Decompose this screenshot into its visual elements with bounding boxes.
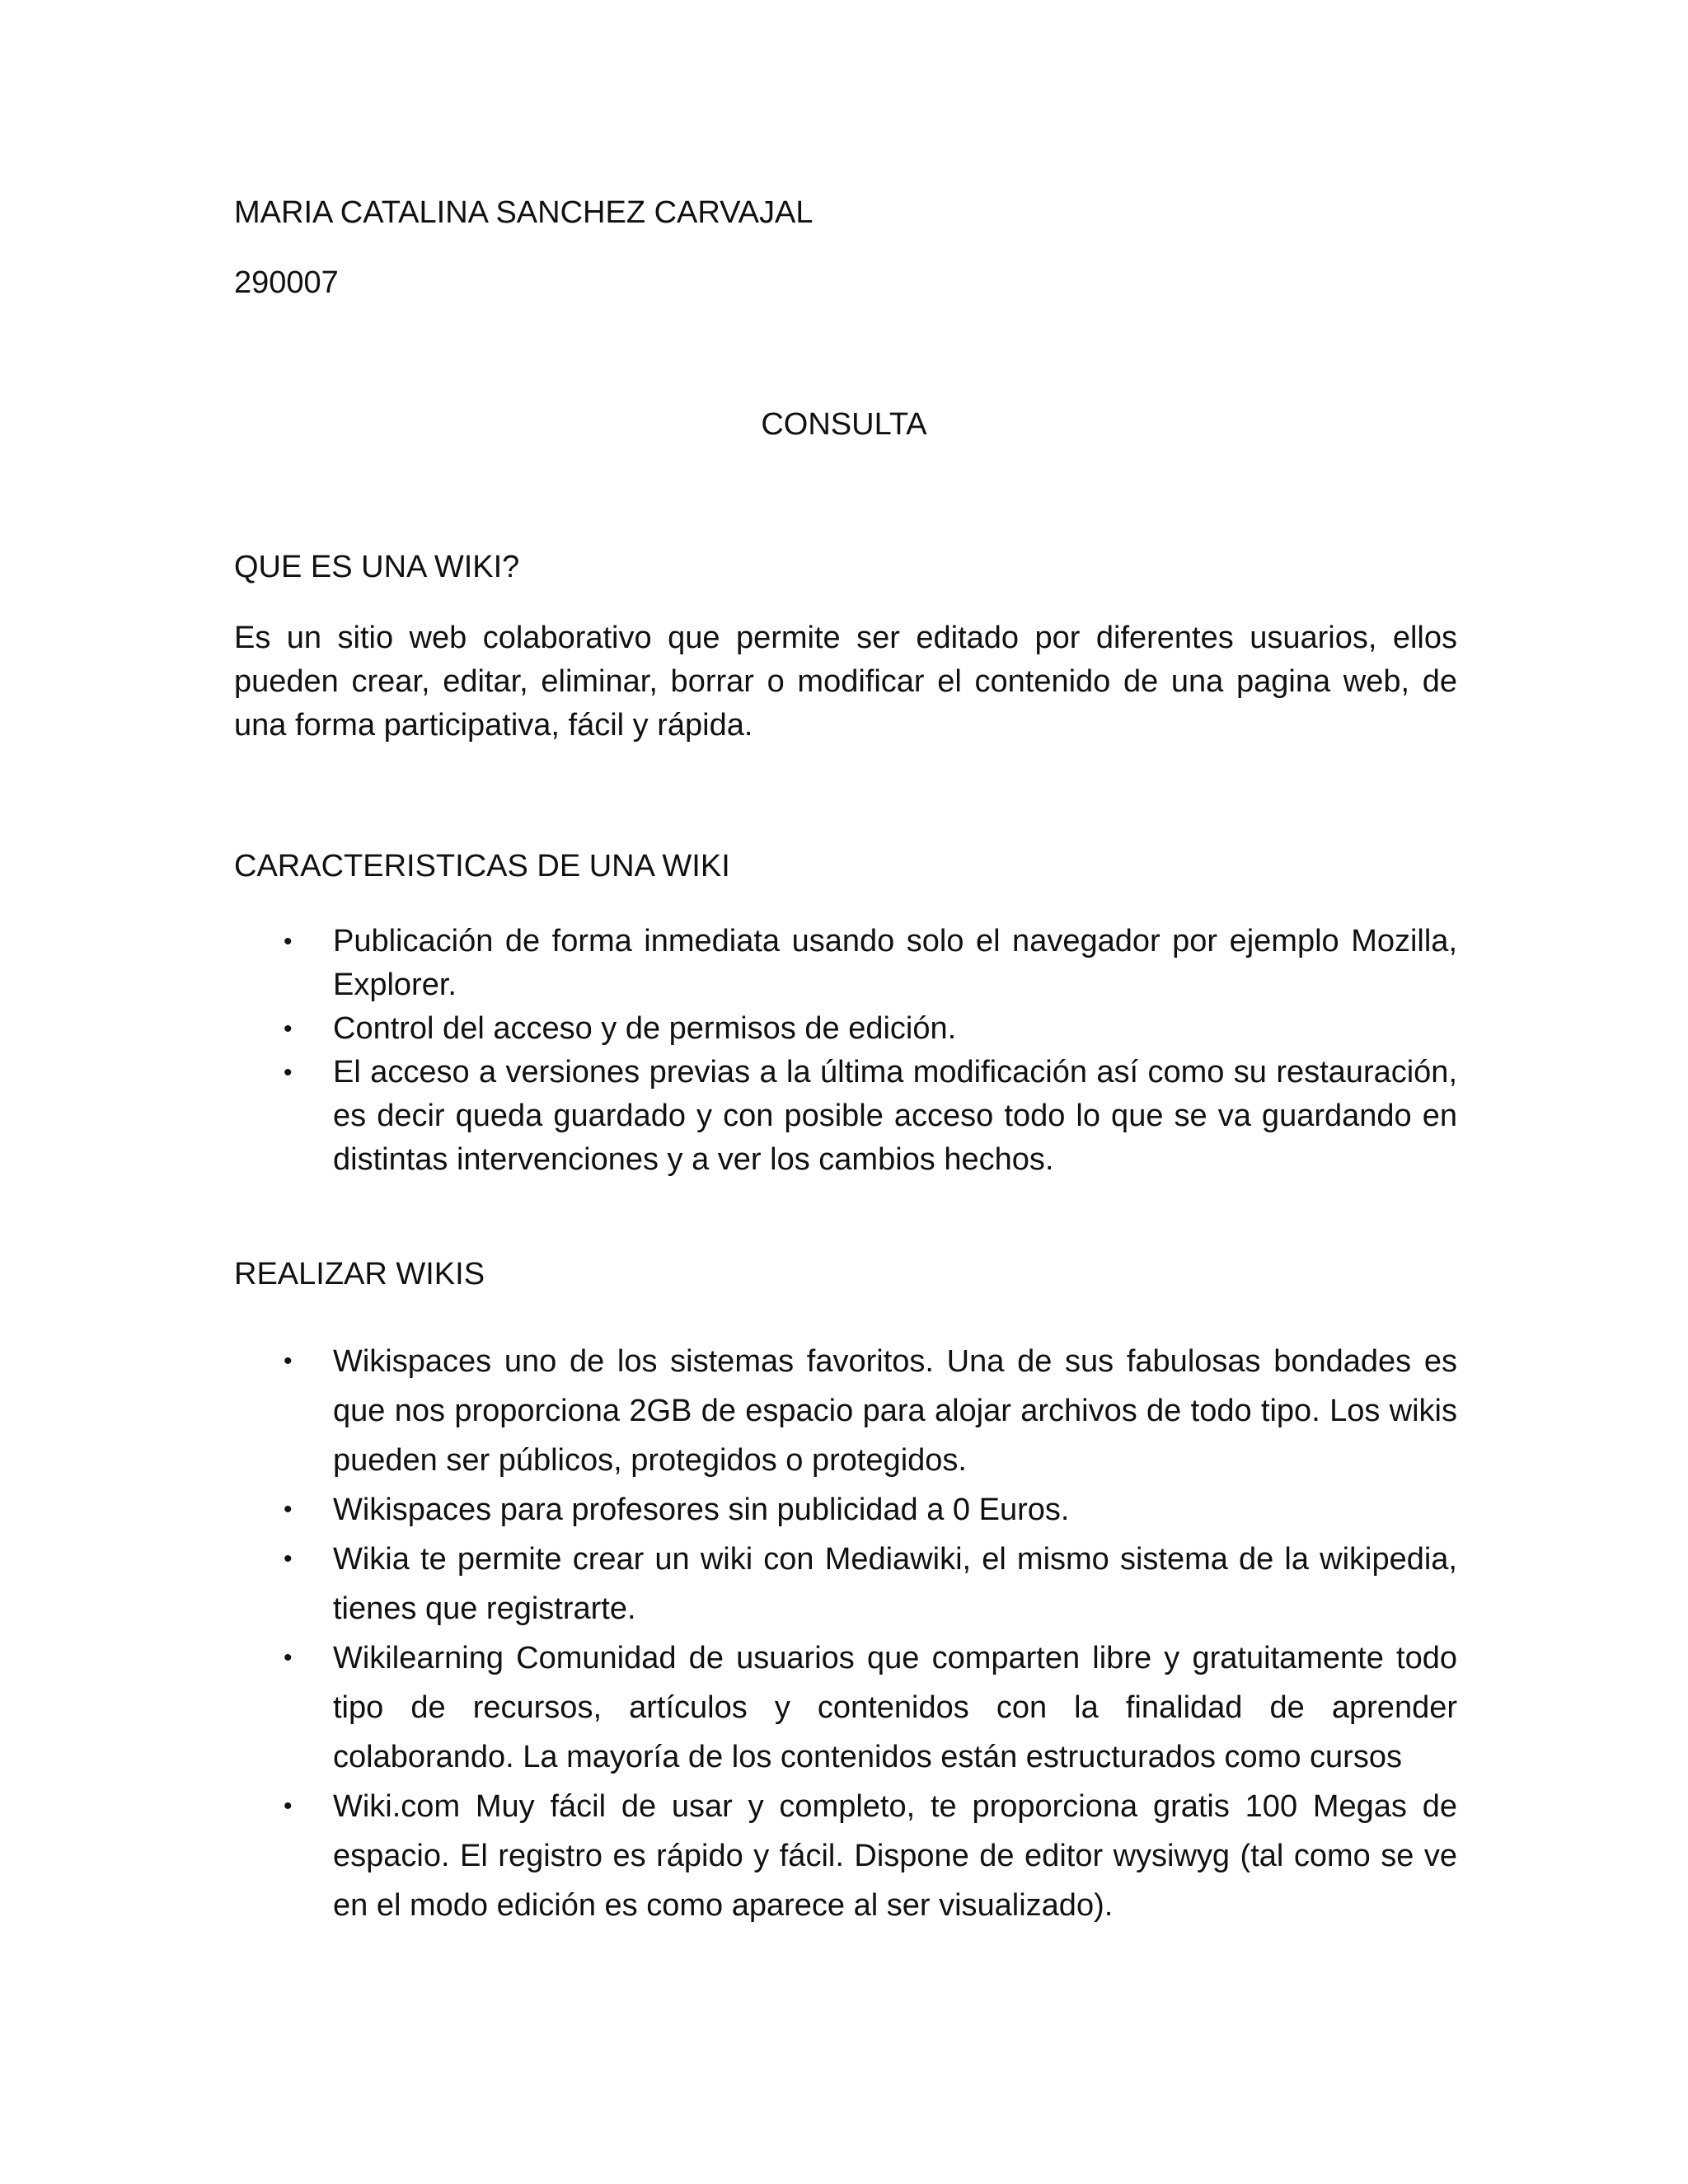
bullet-icon: • [284, 1059, 293, 1086]
section-heading-caracteristicas: CARACTERISTICAS DE UNA WIKI [234, 849, 730, 883]
list-item [234, 1633, 1457, 1782]
bullet-icon: • [284, 928, 293, 955]
bullet-icon: • [284, 1644, 293, 1671]
list-item-text: Wikispaces uno de los sistemas favoritos. Una de sus fabulosas bondades es que nos proporciona 2GB de espacio para alojar archivos de todo tipo. Los wikis pueden ser públicos, protegidos o protegidos. [333, 1344, 1457, 1478]
document-title: CONSULTA [761, 407, 927, 442]
list-item [234, 1051, 1457, 1182]
bullet-icon: • [284, 1347, 293, 1375]
section-heading-que-es-una-wiki: QUE ES UNA WIKI? [234, 550, 520, 584]
list-item-text: Wikilearning Comunidad de usuarios que comparten libre y gratuitamente todo tipo de recursos, artículos y contenidos con la finalidad de aprender colaborando. La mayoría de los contenidos están estructurados como cursos [333, 1641, 1457, 1774]
student-code: 290007 [234, 265, 339, 300]
realizar-wikis-list [234, 1337, 1457, 1930]
list-item-text: Wikia te permite crear un wiki con Mediawiki, el mismo sistema de la wikipedia, tienes que registrarte. [333, 1542, 1457, 1626]
bullet-icon: • [284, 1496, 293, 1523]
list-item [234, 1535, 1457, 1633]
section-heading-realizar-wikis: REALIZAR WIKIS [234, 1257, 485, 1291]
list-item-text: Publicación de forma inmediata usando solo el navegador por ejemplo Mozilla, Explorer. [333, 924, 1457, 1002]
list-item-text: Wikispaces para profesores sin publicidad a 0 Euros. [333, 1493, 1070, 1527]
bullet-icon: • [284, 1793, 293, 1820]
list-item [234, 1337, 1457, 1485]
author-name: MARIA CATALINA SANCHEZ CARVAJAL [234, 195, 814, 230]
list-item-text: Wiki.com Muy fácil de usar y completo, te proporciona gratis 100 Megas de espacio. El registro es rápido y fácil. Dispone de editor wysiwyg (tal como se ve en el modo edición es como aparece al ser visualizado). [333, 1789, 1457, 1923]
bullet-icon: • [284, 1545, 293, 1572]
section-paragraph-que-es-una-wiki: Es un sitio web colaborativo que permite ser editado por diferentes usuarios, ellos pueden crear, editar, eliminar, borrar o modificar el contenido de una pagina web, de una forma participativa, fácil y rápida. [234, 621, 1457, 743]
list-item [234, 920, 1457, 1007]
list-item-text: Control del acceso y de permisos de edición. [333, 1011, 957, 1046]
list-item [234, 1007, 1457, 1051]
bullet-icon: • [284, 1015, 293, 1043]
list-item [234, 1485, 1457, 1535]
list-item-text: El acceso a versiones previas a la última modificación así como su restauración, es decir queda guardado y con posible acceso todo lo que se va guardando en distintas intervenciones y a ver los cambios hechos. [333, 1055, 1457, 1177]
caracteristicas-list [234, 920, 1457, 1182]
list-item [234, 1782, 1457, 1930]
